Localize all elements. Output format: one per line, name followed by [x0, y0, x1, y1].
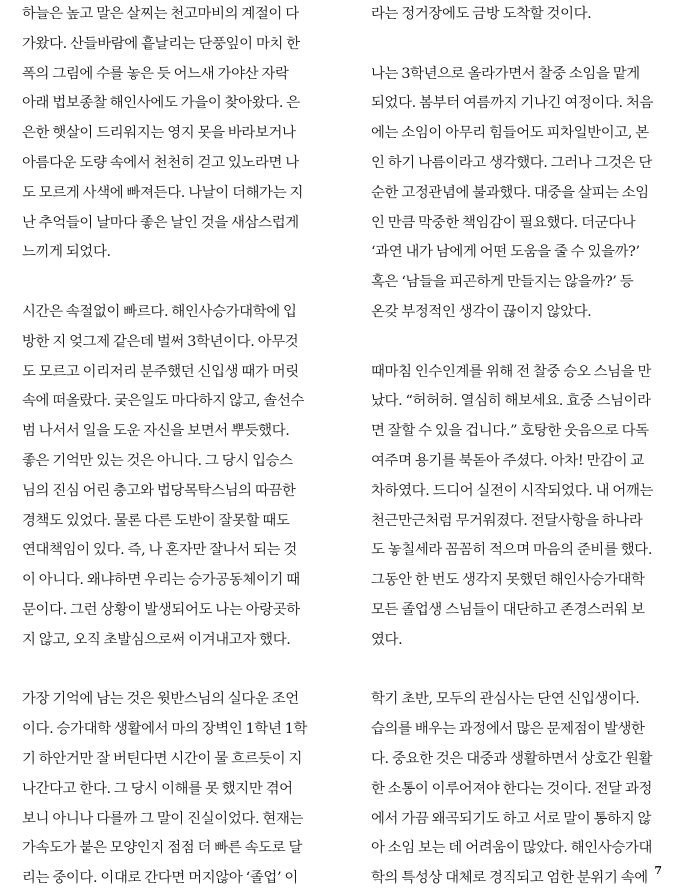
- text-line: 모든 졸업생 스님들이 대단하고 존경스러워 보: [371, 601, 645, 618]
- text-line: 천근만근처럼 무거워졌다. 전달사항을 하나라: [371, 512, 643, 529]
- text-line: 차하였다. 드디어 실전이 시작되었다. 내 어깨는: [371, 482, 654, 499]
- text-line: 가속도가 붙은 모양인지 점점 더 빠른 속도로 달: [22, 840, 303, 857]
- text-line: 경책도 있었다. 물론 다른 도반이 잘못할 때도: [22, 512, 290, 529]
- text-line: ‘과연 내가 남에게 어떤 도움을 줄 수 있을까?’: [371, 244, 640, 261]
- text-line: 지 않고, 오직 초발심으로써 이겨내고자 했다.: [22, 631, 291, 648]
- text-line: 때마침 인수인계를 위해 전 찰중 승오 스님을 만: [371, 363, 652, 380]
- text-line: 방한 지 엊그제 같은데 벌써 3학년이다. 아무것: [22, 333, 299, 350]
- text-line: 가왔다. 산들바람에 흩날리는 단풍잎이 마치 한: [22, 35, 300, 52]
- text-line: 면 잘할 수 있을 겁니다.” 호탕한 웃음으로 다독: [371, 423, 649, 440]
- text-line: 혹은 ‘남들을 피곤하게 만들지는 않을까?’ 등: [371, 274, 634, 291]
- text-line: 학의 특성상 대체로 경직되고 엄한 분위기 속에: [371, 870, 648, 887]
- text-line: 이다. 승가대학 생활에서 마의 장벽인 1학년 1학: [22, 721, 308, 738]
- text-line: 도 놓칠세라 꼼꼼히 적으며 마음의 준비를 했다.: [371, 542, 653, 559]
- text-line: 에는 소임이 아무리 힘들어도 피차일반이고, 본: [371, 125, 649, 142]
- text-line: 느끼게 되었다.: [22, 244, 111, 261]
- right-text-column: [371, 0, 668, 894]
- paragraph-gap: [22, 268, 320, 298]
- text-line: 였다.: [371, 631, 403, 648]
- text-line: 기 하안거만 잘 버틴다면 시간이 물 흐르듯이 지: [22, 750, 303, 767]
- text-line: 보니 아니나 다를까 그 말이 진실이었다. 현재는: [22, 810, 304, 827]
- page-number: 7: [654, 864, 662, 877]
- paragraph-gap: [371, 328, 668, 358]
- text-line: 아름다운 도량 속에서 천천히 걷고 있노라면 나: [22, 154, 299, 171]
- text-line: 에서 가끔 왜곡되기도 하고 서로 말이 통하지 않: [371, 810, 652, 827]
- text-line: 님의 진심 어린 충고와 법당목탁스님의 따끔한: [22, 482, 296, 499]
- paragraph-gap: [22, 656, 320, 686]
- text-line: 속에 떠올랐다. 궂은일도 마다하지 않고, 솔선수: [22, 393, 305, 410]
- text-line: 여주며 용기를 북돋아 주셨다. 아차! 만감이 교: [371, 452, 644, 469]
- text-line: 학기 초반, 모두의 관심사는 단연 신입생이다.: [371, 691, 640, 708]
- text-line: 습의를 배우는 과정에서 많은 문제점이 발생한: [371, 721, 645, 738]
- text-line: 도 모르게 사색에 빠져든다. 나날이 더해가는 지: [22, 184, 304, 201]
- text-line: 되었다. 봄부터 여름까지 기나긴 여정이다. 처음: [371, 95, 654, 112]
- text-line: 폭의 그림에 수를 놓은 듯 어느새 가야산 자락: [22, 65, 289, 82]
- text-line: 난 추억들이 날마다 좋은 날인 것을 새삼스럽게: [22, 214, 299, 231]
- text-line: 아래 법보종찰 해인사에도 가을이 찾아왔다. 은: [22, 95, 300, 112]
- text-line: 나는 3학년으로 올라가면서 찰중 소임을 맡게: [371, 65, 640, 82]
- text-line: 다. 중요한 것은 대중과 생활하면서 상호간 원활: [371, 750, 653, 767]
- text-line: 한 소통이 이루어져야 한다는 것이다. 전달 과정: [371, 780, 653, 797]
- text-line: 라는 정거장에도 금방 도착할 것이다.: [371, 6, 592, 22]
- text-line: 좋은 기억만 있는 것은 아니다. 그 당시 입승스: [22, 452, 293, 469]
- paragraph-gap: [371, 656, 668, 686]
- text-line: 은한 햇살이 드리워지는 영지 못을 바라보거나: [22, 125, 296, 142]
- text-line: 이 아니다. 왜냐하면 우리는 승가공동체이기 때: [22, 572, 300, 589]
- text-line: 가장 기억에 남는 것은 윗반스님의 실다운 조언: [22, 691, 299, 708]
- text-line: 리는 중이다. 이대로 간다면 머지않아 ‘졸업’ 이: [22, 870, 298, 887]
- text-line: 아 소임 보는 데 어려움이 많았다. 해인사승가대: [371, 840, 653, 857]
- text-line: 시간은 속절없이 빠르다. 해인사승가대학에 입: [22, 303, 297, 320]
- text-line: 그동안 한 번도 생각지 못했던 해인사승가대학: [371, 572, 645, 589]
- text-line: 순한 고정관념에 불과했다. 대중을 살피는 소임: [371, 184, 649, 201]
- text-line: 범 나서서 일을 도운 자신을 보면서 뿌듯했다.: [22, 423, 290, 440]
- text-line: 나간다고 한다. 그 당시 이해를 못 했지만 겪어: [22, 780, 293, 797]
- paragraph-gap: [371, 30, 668, 60]
- left-text-column: [22, 0, 320, 894]
- text-line: 인 하기 나름이라고 생각했다. 그러나 그것은 단: [371, 154, 653, 171]
- text-line: 하늘은 높고 말은 살찌는 천고마비의 계절이 다: [22, 6, 299, 22]
- text-line: 온갖 부정적인 생각이 끊이지 않았다.: [371, 303, 592, 320]
- text-line: 도 모르고 이리저리 분주했던 신입생 때가 머릿: [22, 363, 299, 380]
- text-line: 났다. “허허허. 열심히 해보세요. 효중 스님이라: [371, 393, 651, 410]
- text-line: 인 만큼 막중한 책임감이 필요했다. 더군다나: [371, 214, 636, 231]
- text-line: 문이다. 그런 상황이 발생되어도 나는 아랑곳하: [22, 601, 300, 618]
- text-line: 연대책임이 있다. 즉, 나 혼자만 잘나서 되는 것: [22, 542, 297, 559]
